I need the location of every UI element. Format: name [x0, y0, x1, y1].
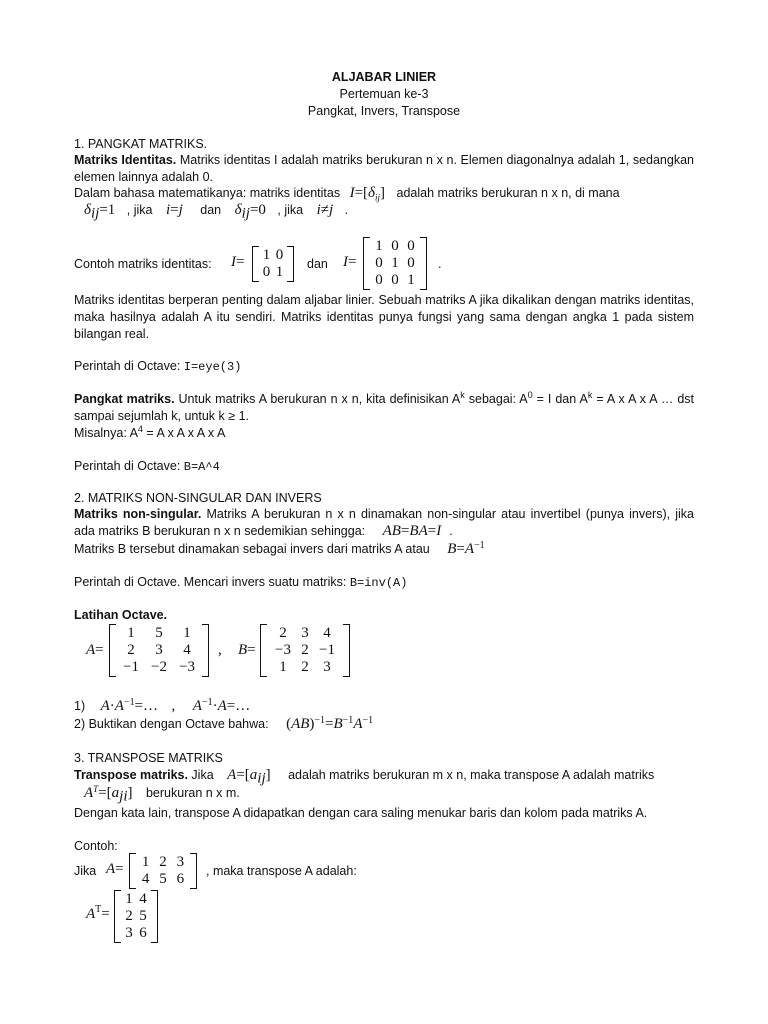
octave-inv-command: Perintah di Octave. Mencari invers suatu matriks: B=inv(A): [74, 575, 408, 590]
matrix-cell: 6: [176, 871, 185, 887]
matrix-cell: 0: [407, 238, 415, 254]
section-3-heading: 3. TRANSPOSE MATRIKS: [74, 751, 223, 765]
matrix-cell: 3: [301, 625, 309, 641]
doc-topics: Pangkat, Invers, Transpose: [307, 104, 461, 118]
matrix-separator: ,: [218, 642, 222, 658]
matrix-cell: 5: [139, 908, 147, 924]
matrix-cell: 1: [407, 272, 415, 288]
matrix-cell: 2: [159, 854, 167, 870]
matrix-b: [260, 624, 350, 677]
jika-label: Jika: [74, 864, 97, 878]
matrix-cell: 0: [275, 247, 284, 263]
matrix-cell: 1: [125, 891, 133, 907]
matrix-cell: 3: [323, 659, 331, 675]
identity-matrix-2x2: [252, 246, 294, 282]
matrix-cell: 1: [375, 238, 383, 254]
matrix-cell: 0: [375, 272, 383, 288]
matrix-cell: 0: [391, 272, 399, 288]
matrix-cell: 2: [127, 642, 135, 658]
matrix-cell: 1: [183, 625, 191, 641]
latihan-heading: Latihan Octave.: [74, 608, 168, 622]
matrix-cell: 0: [391, 238, 399, 254]
doc-meeting: Pertemuan ke-3: [339, 87, 429, 101]
transpose-result-matrix: [114, 890, 158, 943]
identity2-label: I=: [231, 254, 245, 270]
inverse-paragraph: Matriks B tersebut dinamakan sebagai invers dari matriks A atau $B=A^{-1}$: [74, 539, 485, 557]
matrix-cell: 4: [141, 871, 150, 887]
identity-math-line: Dalam bahasa matematikanya: matriks identitas $I=[\delta_{ij}]$ adalah matriks berukuran n x n, di mana: [74, 185, 620, 203]
matrix-cell: 2: [279, 625, 287, 641]
matrix-cell: 3: [155, 642, 163, 658]
matrix-cell: 1: [391, 255, 399, 271]
matrix-a-label: A=: [86, 642, 104, 658]
matrix-power-example: Misalnya: $A^4 = A$ x A x A x A: [74, 423, 226, 440]
matrix-cell: 1: [262, 247, 271, 263]
matrix-power-paragraph: Pangkat matriks. Untuk matriks A berukuran n x n, kita definisikan $A^k$ sebagai: $A^0 = I$ dan $A^k = A$ x A x A … dst sampai sejumlah k, untuk k ≥ 1.: [74, 389, 694, 423]
matrix-cell: 2: [301, 642, 309, 658]
matrix-cell: 1: [279, 659, 287, 675]
identity3-label: I=: [343, 254, 357, 270]
contoh-label: Contoh:: [74, 839, 118, 853]
transpose-definition-line1: Transpose matriks. Jika $A=[a_{ij}]$ adalah matriks berukuran m x n, maka transpose A adalah matriks: [74, 767, 655, 787]
matrix-cell: −3: [179, 659, 195, 675]
matrix-cell: 4: [183, 642, 191, 658]
matrix-cell: 3: [125, 925, 133, 941]
matrix-cell: 2: [125, 908, 133, 924]
octave-power-command: Perintah di Octave: B=A^4: [74, 459, 220, 474]
identity-definition: Matriks Identitas. Matriks identitas I adalah matriks berukuran n x n. Elemen diagonalnya adalah 1, sedangkan elemen lainnya adalah 0.: [74, 153, 694, 184]
matrix-cell: 2: [301, 659, 309, 675]
identity-matrix-3x3: [363, 237, 427, 290]
nonsingular-paragraph: Matriks non-singular. Matriks A berukuran n x n dinamakan non-singular atau invertibel (punya invers), jika ada matriks B berukuran n x n sedemikian sehingga: AB=BA=I .: [74, 507, 694, 539]
matrix-cell: 1: [275, 264, 284, 280]
matrix-cell: −3: [274, 642, 291, 658]
matrix-cell: −1: [319, 642, 335, 658]
transpose-at-label: $A^T=$: [86, 904, 110, 922]
transpose-definition-line2: $A^T=[a_{ji}]$ berukuran n x m.: [84, 783, 240, 805]
exercise-1: 1) $A\cdot A^{-1}=\dots$ , $A^{-1}\cdot A=\dots$: [74, 696, 251, 714]
identity-example-period: .: [438, 257, 442, 271]
section-2-heading: 2. MATRIKS NON-SINGULAR DAN INVERS: [74, 491, 322, 505]
delta-condition-line: $\delta_{ij}=1$ , jika i=j dan $\delta_{ij}=0$ , jika i≠j .: [84, 202, 349, 222]
matrix-cell: 4: [323, 625, 331, 641]
doc-title: ALJABAR LINIER: [331, 70, 437, 84]
transpose-explanation: Dengan kata lain, transpose A didapatkan dengan cara saling menukar baris dan kolom pada matriks A.: [74, 806, 648, 820]
transpose-a-label: A=: [106, 861, 124, 877]
matrix-cell: 6: [139, 925, 147, 941]
identity-example-label: Contoh matriks identitas:: [74, 257, 212, 271]
matrix-cell: 1: [127, 625, 135, 641]
matrix-cell: 3: [176, 854, 185, 870]
matrix-cell: 0: [262, 264, 271, 280]
matrix-cell: 1: [141, 854, 150, 870]
transpose-result-text: , maka transpose A adalah:: [206, 864, 357, 878]
octave-eye-command: Perintah di Octave: I=eye(3): [74, 359, 242, 374]
exercise-2: 2) Buktikan dengan Octave bahwa: $(AB)^{-1}=B^{-1}A^{-1}$: [74, 714, 374, 732]
matrix-cell: −2: [151, 659, 167, 675]
matrix-cell: 4: [139, 891, 147, 907]
matrix-cell: 5: [159, 871, 167, 887]
section-1-heading: 1. PANGKAT MATRIKS.: [74, 137, 208, 151]
matrix-cell: 5: [155, 625, 163, 641]
transpose-example-matrix: [129, 853, 197, 889]
matrix-b-label: B=: [238, 642, 256, 658]
identity-example-dan: dan: [307, 257, 328, 271]
matrix-cell: 0: [407, 255, 415, 271]
matrix-a: [109, 624, 209, 677]
identity-role-paragraph: Matriks identitas berperan penting dalam aljabar linier. Sebuah matriks A jika dikalikan dengan matriks identitas, maka hasilnya adalah A itu sendiri. Matriks identitas punya fungsi yang sama dengan angka 1 pada sistem bilangan real.: [74, 293, 694, 341]
matrix-cell: −1: [123, 659, 139, 675]
matrix-cell: 0: [375, 255, 383, 271]
